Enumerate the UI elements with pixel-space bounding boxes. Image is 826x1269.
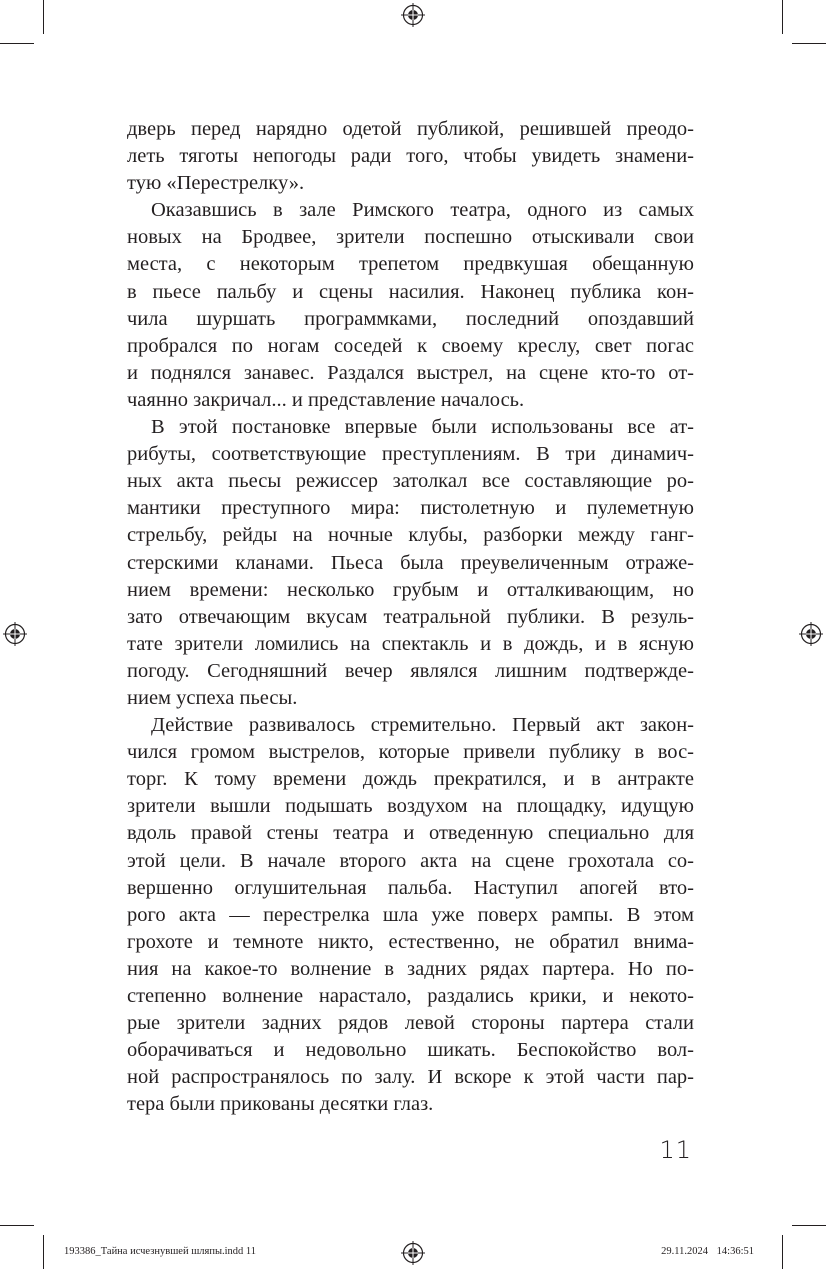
text-line: этой цели. В начале второго акта на сцене грохотала со- [127, 849, 694, 872]
crop-mark-icon [792, 1225, 826, 1226]
text-line: места, с некоторым трепетом предвкушая обещанную [127, 253, 694, 276]
page-number: 11 [659, 1136, 692, 1164]
text-line: пробрался по ногам соседей к своему креслу, свет погас [127, 334, 694, 357]
registration-mark-icon [799, 622, 823, 646]
text-line: стрельбу, рейды на ночные клубы, разборки между ганг- [127, 524, 694, 547]
text-line: леть тяготы непогоды ради того, чтобы увидеть знамени- [127, 145, 694, 168]
crop-mark-icon [0, 43, 34, 44]
text-line: В этой постановке впервые были использованы все ат- [151, 416, 694, 439]
text-line: чаянно закричал... и представление началось. [127, 388, 525, 411]
text-line: дверь перед нарядно одетой публикой, решившей преодо- [127, 118, 694, 140]
text-line: торг. К тому времени дождь прекратился, и в антракте [127, 768, 694, 791]
text-line: вершенно оглушительная пальба. Наступил апогей вто- [127, 876, 694, 899]
text-line: мантики преступного мира: пистолетную и пулеметную [127, 497, 694, 520]
crop-mark-icon [792, 43, 826, 44]
text-line: нием успеха пьесы. [127, 686, 298, 709]
registration-mark-icon [401, 3, 425, 27]
text-line: тую «Перестрелку». [127, 172, 305, 195]
text-line: Действие развивалось стремительно. Первый акт закон- [151, 714, 694, 737]
text-line: ных акта пьесы режиссер затолкал все составляющие ро- [127, 470, 694, 493]
text-line: погоду. Сегодняшний вечер являлся лишним подтвержде- [127, 659, 694, 682]
text-line: рибуты, соответствующие преступлениям. В три динамич- [127, 443, 694, 466]
body-text [127, 116, 694, 1118]
text-line: новых на Бродвее, зрители поспешно отыскивали свои [127, 226, 694, 249]
text-line: вдоль правой стены театра и отведенную специально для [127, 822, 694, 845]
text-line: зато отвечающим вкусам театральной публики. В резуль- [127, 605, 694, 628]
slug-file-name: 193386_Тайна исчезнувшей шляпы.indd 11 [64, 1246, 257, 1257]
text-line: зрители вышли подышать воздухом на площадку, идущую [127, 795, 694, 818]
registration-mark-icon [401, 1241, 425, 1265]
registration-mark-icon [3, 622, 27, 646]
text-line: степенно волнение нарастало, раздались крики, и некото- [127, 985, 694, 1007]
text-line: грохоте и темноте никто, естественно, не обратил внима- [127, 930, 694, 953]
slug-timestamp: 29.11.2024 14:36:51 [661, 1246, 754, 1257]
text-line: тате зрители ломились на спектакль и в дождь, и в ясную [127, 632, 694, 655]
text-line: чила шуршать программками, последний опоздавший [127, 307, 694, 330]
text-line: чился громом выстрелов, которые привели публику в вос- [127, 741, 694, 764]
text-line: тера были прикованы десятки глаз. [127, 1093, 434, 1116]
crop-mark-icon [782, 1235, 783, 1269]
crop-mark-icon [43, 1235, 44, 1269]
crop-mark-icon [782, 0, 783, 34]
text-line: Оказавшись в зале Римского театра, одного из самых [151, 199, 694, 222]
text-line: ния на какое-то волнение в задних рядах партера. Но по- [127, 957, 694, 980]
text-line: нием времени: несколько грубым и отталкивающим, но [127, 578, 694, 601]
text-line: и поднялся занавес. Раздался выстрел, на сцене кто-то от- [127, 361, 694, 384]
text-line: оборачиваться и недовольно шикать. Беспокойство вол- [127, 1039, 694, 1062]
crop-mark-icon [0, 1225, 34, 1226]
text-line: в пьесе пальбу и сцены насилия. Наконец публика кон- [127, 280, 694, 303]
text-line: ной распространялось по залу. И вскоре к этой части пар- [127, 1066, 694, 1089]
crop-mark-icon [43, 0, 44, 34]
text-line: рые зрители задних рядов левой стороны партера стали [127, 1012, 694, 1035]
text-line: стерскими кланами. Пьеса была преувеличенным отраже- [127, 551, 694, 574]
text-line: рого акта — перестрелка шла уже поверх рампы. В этом [127, 903, 694, 926]
